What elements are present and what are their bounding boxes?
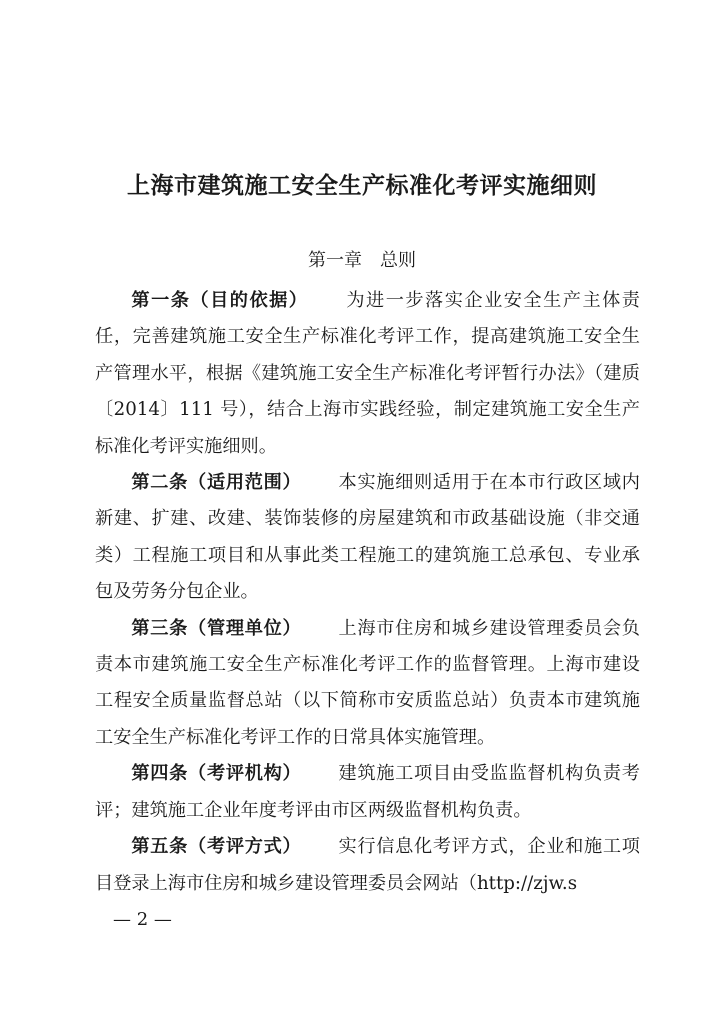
article-5-text: 实行信息化考评方式，企业和施工项目登录上海市住房和城乡建设管理委员会网站（http://zjw.s [95, 836, 640, 894]
chapter-heading: 第一章 总则 [308, 250, 416, 271]
article-2-label: 第二条（适用范围） [131, 472, 302, 494]
article-1-label: 第一条（目的依据） [131, 290, 309, 311]
article-2-text: 本实施细则适用于在本市行政区域内新建、扩建、改建、装饰装修的房屋建筑和市政基础设施（非交通类）工程施工项目和从事此类工程施工的建筑施工总承包、专业承包及劳务分包企业。 [95, 472, 640, 603]
article-5-label: 第五条（考评方式） [131, 836, 302, 858]
article-2 [95, 465, 640, 611]
article-3-text: 上海市住房和城乡建设管理委员会负责本市建筑施工安全生产标准化考评工作的监督管理。上海市建设工程安全质量监督总站（以下简称市安质监总站）负责本市建筑施工安全生产标准化考评工作的日常具体实施管理。 [95, 617, 640, 748]
page-number: — 2 — [113, 909, 172, 930]
article-1 [95, 283, 640, 465]
article-1-text: 为进一步落实企业安全生产主体责任，完善建筑施工安全生产标准化考评工作，提高建筑施工安全生产管理水平，根据《建筑施工安全生产标准化考评暂行办法》（建质〔2014〕111 号），结合上海市实践经验，制定建筑施工安全生产标准化考评实施细则。 [95, 290, 640, 457]
document-title: 上海市建筑施工安全生产标准化考评实施细则 [127, 172, 597, 199]
article-4-label: 第四条（考评机构） [131, 763, 302, 785]
document-body [95, 283, 640, 902]
article-4-text: 建筑施工项目由受监监督机构负责考评；建筑施工企业年度考评由市区两级监督机构负责。 [95, 763, 640, 821]
article-5 [95, 829, 640, 902]
article-4 [95, 756, 640, 829]
article-3-label: 第三条（管理单位） [131, 617, 302, 639]
article-3 [95, 611, 640, 757]
